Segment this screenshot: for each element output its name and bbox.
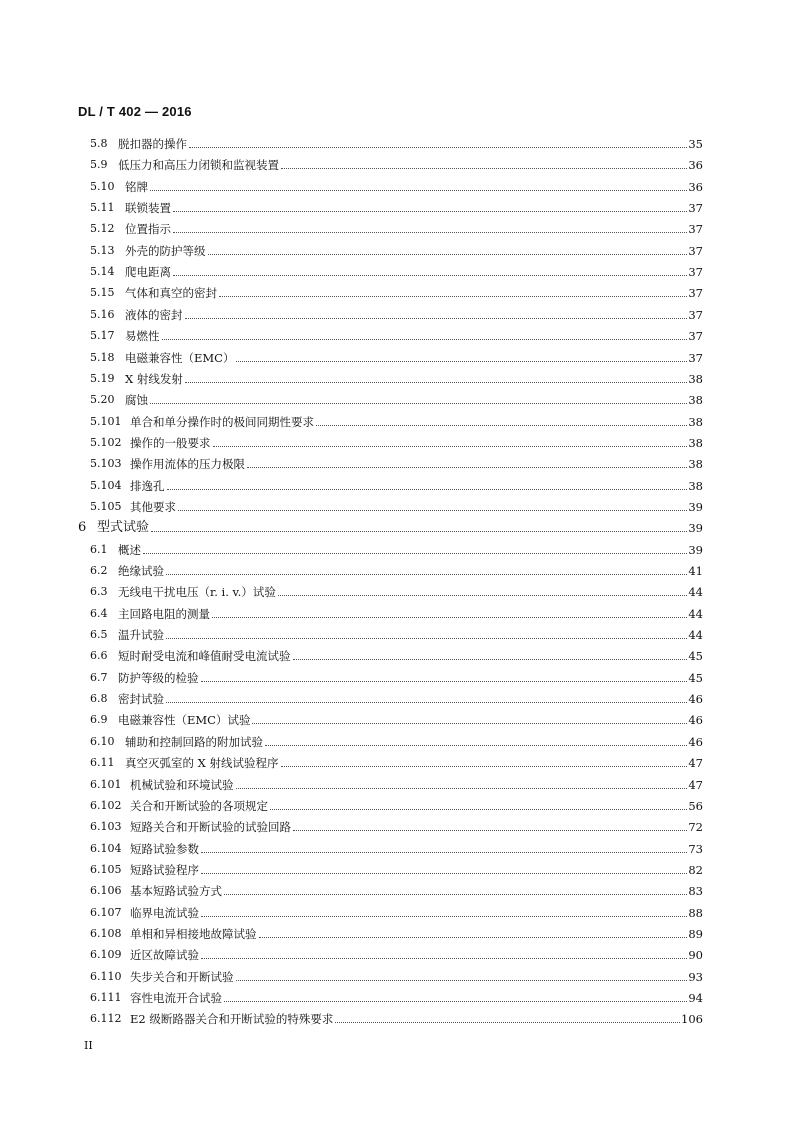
toc-entry-title: 温升试验	[118, 628, 164, 643]
toc-entry[interactable]	[0, 389, 794, 410]
toc-entry[interactable]	[0, 581, 794, 602]
toc-entry-number: 5.102	[90, 435, 122, 449]
toc-entry-title: 防护等级的检验	[118, 670, 199, 685]
toc-entry-number: 6.102	[90, 798, 122, 812]
toc-entry-page: 88	[688, 905, 703, 920]
toc-entry-title: 短路试验程序	[130, 862, 199, 877]
toc-entry[interactable]	[0, 133, 794, 154]
toc-entry-page: 46	[688, 734, 703, 749]
toc-entry-page: 37	[688, 329, 703, 344]
toc-leader-dots	[162, 339, 687, 340]
toc-leader-dots	[236, 788, 687, 789]
toc-entry[interactable]	[0, 176, 794, 197]
toc-leader-dots	[166, 574, 687, 575]
toc-leader-dots	[178, 510, 687, 511]
toc-entry-title: 气体和真空的密封	[125, 286, 217, 301]
toc-leader-dots	[316, 425, 687, 426]
toc-leader-dots	[201, 681, 687, 682]
toc-leader-dots	[208, 254, 687, 255]
toc-entry[interactable]	[0, 966, 794, 987]
toc-entry[interactable]	[0, 859, 794, 880]
toc-entry[interactable]	[0, 325, 794, 346]
toc-entry-title: 密封试验	[118, 692, 164, 707]
toc-leader-dots	[281, 766, 687, 767]
toc-entry[interactable]	[0, 240, 794, 261]
toc-entry-title: 操作的一般要求	[130, 435, 211, 450]
toc-entry-title: 液体的密封	[125, 307, 183, 322]
toc-entry-title: 失步关合和开断试验	[130, 969, 234, 984]
toc-entry-page: 37	[688, 265, 703, 280]
toc-entry-page: 47	[688, 756, 703, 771]
toc-entry-page: 39	[688, 542, 703, 557]
toc-entry-page: 39	[688, 499, 703, 514]
toc-leader-dots	[189, 147, 687, 148]
toc-entry-title: 位置指示	[125, 222, 171, 237]
toc-leader-dots	[185, 318, 687, 319]
toc-entry-page: 41	[688, 564, 703, 578]
toc-entry-title: 短路关合和开断试验的试验回路	[130, 820, 291, 835]
toc-entry[interactable]	[0, 752, 794, 773]
toc-entry-number: 6.11	[90, 756, 115, 770]
toc-entry-page: 89	[688, 926, 703, 941]
toc-leader-dots	[265, 745, 687, 746]
toc-entry-number: 6.6	[90, 649, 108, 663]
toc-entry[interactable]	[0, 304, 794, 325]
toc-entry-number: 5.10	[90, 179, 115, 193]
toc-entry[interactable]	[0, 517, 794, 538]
toc-entry-number: 6.104	[90, 841, 122, 855]
toc-entry-page: 38	[688, 457, 703, 472]
toc-entry-number: 5.13	[90, 243, 115, 257]
toc-entry-number: 6.105	[90, 862, 122, 876]
toc-entry[interactable]	[0, 923, 794, 944]
toc-entry-number: 6.109	[90, 948, 122, 962]
toc-entry-title: 短路试验参数	[130, 841, 199, 856]
toc-entry-title: 机械试验和环境试验	[130, 777, 234, 792]
toc-entry-title: 近区故障试验	[130, 948, 199, 963]
toc-entry-number: 5.16	[90, 307, 115, 321]
toc-entry-number: 6.107	[90, 905, 122, 919]
toc-entry[interactable]	[0, 880, 794, 901]
toc-entry-number: 6	[78, 520, 87, 536]
toc-entry[interactable]	[0, 1008, 794, 1029]
toc-entry-page: 38	[688, 414, 703, 429]
toc-entry-title: 关合和开断试验的各项规定	[130, 798, 268, 813]
toc-entry-number: 5.9	[90, 158, 108, 172]
toc-leader-dots	[259, 937, 687, 938]
toc-leader-dots	[173, 211, 687, 212]
toc-entry-page: 38	[688, 478, 703, 493]
toc-entry[interactable]	[0, 688, 794, 709]
toc-entry[interactable]	[0, 944, 794, 965]
toc-entry-page: 83	[688, 884, 703, 899]
toc-leader-dots	[212, 617, 687, 618]
toc-entry[interactable]	[0, 603, 794, 624]
toc-entry-number: 6.8	[90, 692, 108, 706]
toc-entry-title: 主回路电阻的测量	[118, 606, 210, 621]
toc-entry-page: 44	[688, 606, 703, 621]
toc-entry-page: 44	[688, 585, 703, 600]
toc-entry-page: 37	[688, 350, 703, 365]
toc-entry[interactable]	[0, 731, 794, 752]
toc-entry-page: 37	[688, 201, 703, 216]
toc-entry[interactable]	[0, 645, 794, 666]
toc-leader-dots	[150, 190, 687, 191]
toc-leader-dots	[201, 873, 687, 874]
toc-entry-number: 6.9	[90, 713, 108, 727]
toc-entry-number: 5.20	[90, 393, 115, 407]
toc-entry-number: 5.19	[90, 371, 115, 385]
toc-entry-number: 6.106	[90, 884, 122, 898]
toc-entry-title: 操作用流体的压力极限	[130, 457, 245, 472]
toc-entry-number: 5.8	[90, 137, 108, 150]
toc-entry[interactable]	[0, 197, 794, 218]
toc-leader-dots	[224, 1001, 687, 1002]
toc-leader-dots	[167, 489, 687, 490]
toc-entry-title: 单合和单分操作时的极间同期性要求	[130, 414, 314, 429]
toc-entry-number: 5.17	[90, 329, 115, 343]
toc-entry-page: 47	[688, 777, 703, 792]
toc-entry-title: 外壳的防护等级	[125, 243, 206, 258]
toc-entry-title: 铭牌	[125, 179, 148, 194]
toc-leader-dots	[173, 232, 687, 233]
toc-entry-page: 35	[688, 137, 703, 151]
toc-entry-title: 电磁兼容性（EMC）试验	[118, 713, 251, 728]
toc-entry[interactable]	[0, 496, 794, 517]
toc-entry-page: 45	[688, 649, 703, 664]
toc-entry-page: 37	[688, 307, 703, 322]
toc-entry-page: 38	[688, 435, 703, 450]
toc-entry-number: 6.7	[90, 670, 108, 684]
toc-entry-page: 36	[688, 158, 703, 173]
toc-entry[interactable]	[0, 154, 794, 175]
toc-entry-number: 6.10	[90, 734, 115, 748]
toc-entry[interactable]	[0, 432, 794, 453]
toc-entry-title: 联锁装置	[125, 201, 171, 216]
toc-leader-dots	[219, 296, 687, 297]
toc-entry-number: 6.101	[90, 777, 122, 791]
toc-entry[interactable]	[0, 624, 794, 645]
toc-entry[interactable]	[0, 453, 794, 474]
toc-leader-dots	[151, 531, 687, 532]
toc-entry-number: 5.103	[90, 457, 122, 471]
toc-leader-dots	[281, 168, 687, 169]
document-code-header: DL / T 402 — 2016	[78, 104, 192, 119]
toc-entry[interactable]	[0, 667, 794, 688]
toc-entry-number: 6.103	[90, 820, 122, 834]
toc-leader-dots	[236, 980, 687, 981]
toc-entry-number: 6.112	[90, 1012, 122, 1026]
toc-entry-number: 6.2	[90, 564, 108, 577]
toc-entry[interactable]	[0, 539, 794, 560]
toc-entry[interactable]	[0, 795, 794, 816]
toc-entry-title: 型式试验	[97, 520, 150, 536]
toc-entry-number: 6.3	[90, 585, 108, 599]
toc-entry-number: 5.101	[90, 414, 122, 428]
toc-entry-title: 腐蚀	[125, 393, 148, 408]
toc-entry-title: 概述	[118, 542, 141, 557]
toc-entry-number: 6.110	[90, 969, 122, 983]
toc-entry-title: 短时耐受电流和峰值耐受电流试验	[118, 649, 291, 664]
toc-entry-title: 脱扣器的操作	[118, 137, 187, 151]
toc-entry-number: 5.14	[90, 265, 115, 279]
toc-leader-dots	[270, 809, 687, 810]
toc-leader-dots	[201, 958, 687, 959]
toc-entry-page: 90	[688, 948, 703, 963]
toc-entry[interactable]	[0, 902, 794, 923]
toc-leader-dots	[150, 403, 687, 404]
toc-leader-dots	[143, 553, 687, 554]
toc-entry-page: 37	[688, 243, 703, 258]
toc-leader-dots	[247, 467, 687, 468]
toc-entry[interactable]	[0, 475, 794, 496]
toc-entry-title: E2 级断路器关合和开断试验的特殊要求	[130, 1012, 334, 1027]
toc-entry[interactable]	[0, 709, 794, 730]
toc-entry-title: 单相和异相接地故障试验	[130, 926, 257, 941]
toc-entry-number: 6.1	[90, 542, 108, 556]
toc-entry-title: 临界电流试验	[130, 905, 199, 920]
toc-entry-page: 72	[688, 820, 703, 835]
toc-entry-page: 56	[688, 798, 703, 813]
toc-leader-dots	[201, 916, 687, 917]
toc-entry[interactable]	[0, 368, 794, 389]
toc-leader-dots	[173, 275, 687, 276]
toc-entry[interactable]	[0, 987, 794, 1008]
toc-entry-title: 容性电流开合试验	[130, 991, 222, 1005]
toc-entry-page: 106	[681, 1012, 703, 1027]
toc-entry-page: 46	[688, 692, 703, 707]
toc-entry-title: 辅助和控制回路的附加试验	[125, 734, 263, 749]
toc-entry-page: 45	[688, 670, 703, 685]
toc-leader-dots	[335, 1022, 680, 1023]
toc-entry-number: 5.18	[90, 350, 115, 364]
toc-entry-title: 基本短路试验方式	[130, 884, 222, 899]
toc-entry-number: 6.4	[90, 606, 108, 620]
toc-entry-page: 73	[688, 841, 703, 856]
toc-entry[interactable]	[0, 411, 794, 432]
toc-entry-title: X 射线发射	[125, 371, 183, 386]
toc-entry-title: 低压力和高压力闭锁和监视装置	[118, 158, 279, 173]
toc-entry-title: 易燃性	[125, 329, 160, 344]
toc-entry[interactable]	[0, 774, 794, 795]
toc-entry-number: 5.11	[90, 201, 115, 215]
toc-entry-title: 爬电距离	[125, 265, 171, 280]
toc-entry-page: 44	[688, 628, 703, 643]
toc-leader-dots	[185, 382, 687, 383]
toc-leader-dots	[293, 830, 687, 831]
toc-entry-number: 6.108	[90, 926, 122, 940]
toc-entry-page: 93	[688, 969, 703, 984]
toc-entry-page: 39	[688, 521, 703, 536]
toc-entry-number: 6.5	[90, 628, 108, 642]
toc-leader-dots	[201, 852, 687, 853]
toc-entry[interactable]	[0, 816, 794, 837]
toc-entry[interactable]	[0, 347, 794, 368]
toc-entry-title: 绝缘试验	[118, 564, 164, 578]
toc-entry-number: 5.105	[90, 499, 122, 513]
toc-entry-page: 94	[688, 991, 703, 1005]
toc-entry-title: 其他要求	[130, 499, 176, 514]
toc-leader-dots	[166, 702, 687, 703]
toc-leader-dots	[166, 638, 687, 639]
toc-entry-number: 6.111	[90, 991, 122, 1004]
toc-leader-dots	[252, 723, 687, 724]
toc-entry-title: 排逸孔	[130, 478, 165, 493]
toc-leader-dots	[293, 659, 687, 660]
toc-entry-number: 5.104	[90, 478, 122, 492]
toc-entry-number: 5.12	[90, 222, 115, 236]
toc-entry-title: 无线电干扰电压（r. i. v.）试验	[118, 585, 276, 600]
toc-entry-number: 5.15	[90, 286, 115, 300]
toc-leader-dots	[278, 595, 687, 596]
toc-entry-page: 82	[688, 862, 703, 877]
toc-entry-page: 37	[688, 222, 703, 237]
toc-entry-page: 38	[688, 371, 703, 386]
toc-entry[interactable]	[0, 218, 794, 239]
toc-leader-dots	[213, 446, 687, 447]
toc-entry-page: 37	[688, 286, 703, 301]
toc-leader-dots	[224, 894, 687, 895]
toc-entry[interactable]	[0, 838, 794, 859]
toc-entry[interactable]	[0, 560, 794, 581]
toc-entry-title: 电磁兼容性（EMC）	[125, 350, 235, 365]
toc-leader-dots	[236, 361, 687, 362]
toc-entry-page: 38	[688, 393, 703, 408]
toc-entry-page: 46	[688, 713, 703, 728]
toc-entry-page: 36	[688, 179, 703, 194]
toc-entry[interactable]	[0, 282, 794, 303]
toc-entry[interactable]	[0, 261, 794, 282]
page-number-roman: II	[84, 1039, 93, 1052]
toc-entry-title: 真空灭弧室的 X 射线试验程序	[125, 756, 279, 771]
